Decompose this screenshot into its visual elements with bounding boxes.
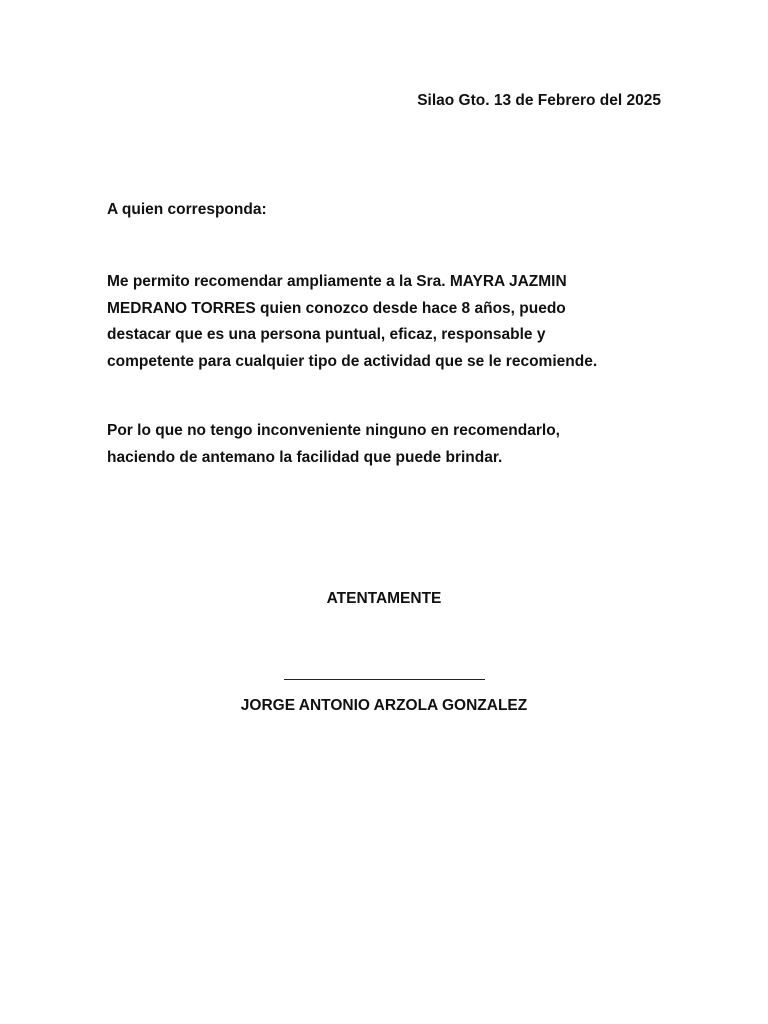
paragraph-line: MEDRANO TORRES quien conozco desde hace 8 años, puedo (107, 299, 566, 317)
signer-name: JORGE ANTONIO ARZOLA GONZALEZ (240, 697, 528, 714)
recommendation-paragraph (107, 269, 667, 375)
paragraph-line: competente para cualquier tipo de actividad que se le recomiende. (107, 352, 598, 370)
paragraph-line: haciendo de antemano la facilidad que puede brindar. (107, 448, 503, 466)
paragraph-line: destacar que es una persona puntual, eficaz, responsable y (107, 326, 546, 343)
paragraph-line: Por lo que no tengo inconveniente ninguno en recomendarlo, (107, 422, 560, 439)
date-line: Silao Gto. 13 de Febrero del 2025 (417, 92, 661, 109)
signature-line (284, 679, 485, 680)
closing-word: ATENTAMENTE (326, 590, 442, 607)
closing-paragraph (107, 418, 667, 471)
salutation: A quien corresponda: (107, 201, 267, 218)
paragraph-line: Me permito recomendar ampliamente a la Sra. MAYRA JAZMIN (107, 273, 567, 290)
